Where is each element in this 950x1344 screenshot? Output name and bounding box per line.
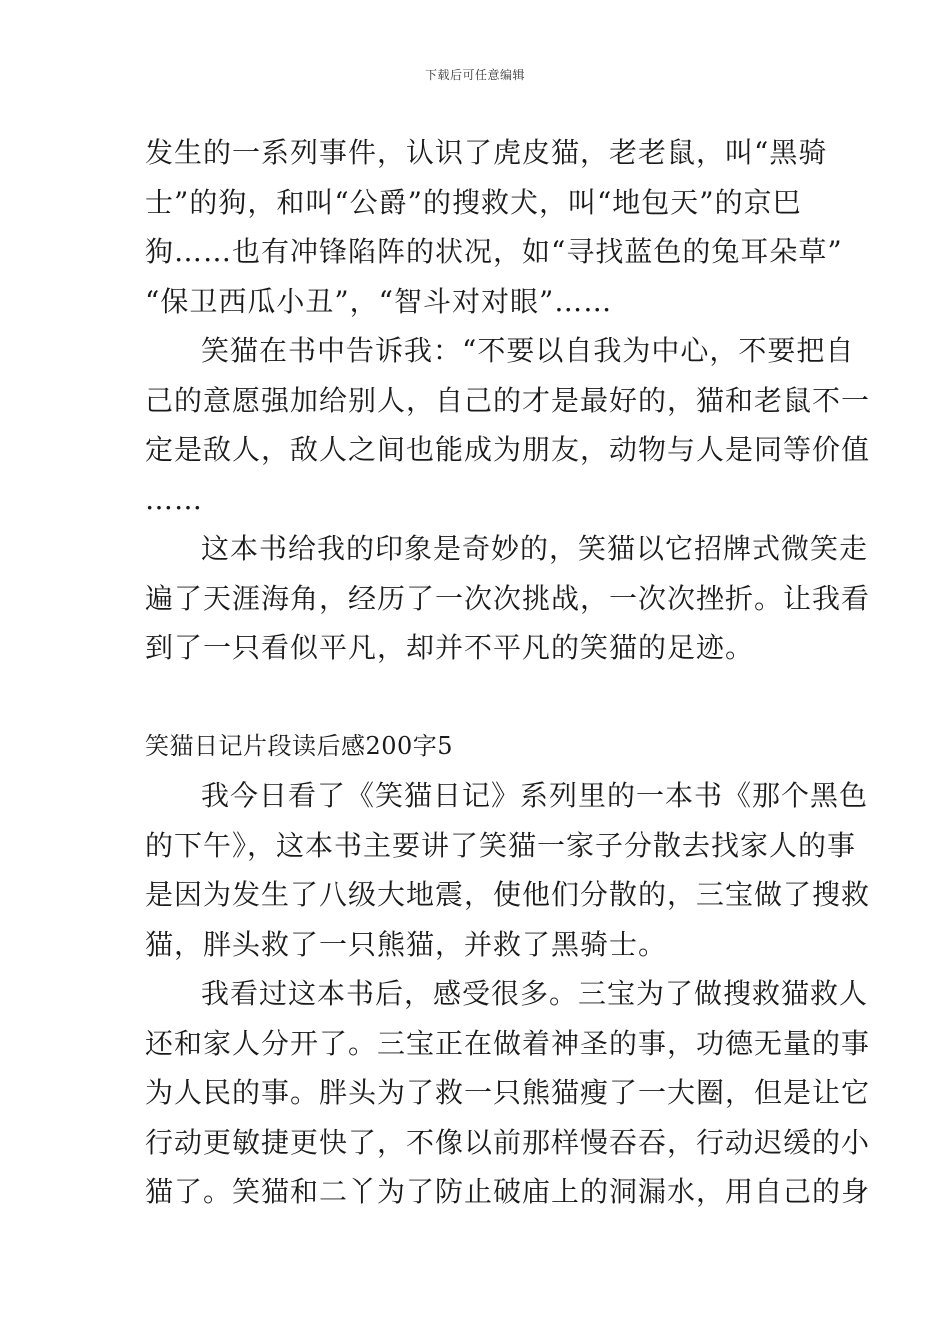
paragraph-line: 狗……也有冲锋陷阵的状况，如“寻找蓝色的兔耳朵草” — [145, 235, 843, 268]
paragraph-line: 是因为发生了八级大地震，使他们分散的，三宝做了搜救 — [145, 878, 871, 911]
paragraph-line: …… — [145, 482, 203, 516]
section-heading: 笑猫日记片段读后感200字5 — [145, 731, 454, 760]
paragraph-line: 为人民的事。胖头为了救一只熊猫瘦了一大圈，但是让它 — [145, 1076, 871, 1109]
paragraph-line: 遍了天涯海角，经历了一次次挑战，一次次挫折。让我看 — [145, 581, 871, 615]
paragraph-line: 还和家人分开了。三宝正在做着神圣的事，功德无量的事 — [145, 1026, 871, 1060]
paragraph-line: 我今日看了《笑猫日记》系列里的一本书《那个黑色 — [201, 779, 869, 812]
section-gap — [145, 673, 815, 722]
page-header: 下载后可任意编辑 — [424, 68, 525, 82]
paragraph-line: 行动更敏捷更快了，不像以前那样慢吞吞，行动迟缓的小 — [145, 1125, 871, 1159]
paragraph-line: 这本书给我的印象是奇妙的，笑猫以它招牌式微笑走 — [201, 532, 869, 565]
paragraph-line: 猫，胖头救了一只熊猫，并救了黑骑士。 — [145, 927, 668, 961]
paragraph-line: “保卫西瓜小丑”，“智斗对对眼”…… — [145, 284, 613, 318]
paragraph-line: 己的意愿强加给别人，自己的才是最好的，猫和老鼠不一 — [145, 383, 871, 417]
paragraph-line: 猫了。笑猫和二丫为了防止破庙上的洞漏水，用自己的身 — [145, 1175, 871, 1208]
paragraph-line: 定是敌人，敌人之间也能成为朋友，动物与人是同等价值 — [145, 433, 871, 466]
paragraph-line: 士”的狗，和叫“公爵”的搜救犬，叫“地包天”的京巴 — [145, 185, 802, 219]
document-body — [145, 128, 871, 1217]
paragraph-line: 笑猫在书中告诉我：“不要以自我为中心，不要把自 — [201, 334, 855, 367]
paragraph-line: 到了一只看似平凡，却并不平凡的笑猫的足迹。 — [145, 631, 755, 664]
paragraph-line: 的下午》，这本书主要讲了笑猫一家子分散去找家人的事 — [145, 828, 857, 862]
paragraph-line: 发生的一系列事件，认识了虎皮猫，老老鼠，叫“黑骑 — [145, 136, 828, 169]
paragraph-line: 我看过这本书后，感受很多。三宝为了做搜救猫救人 — [201, 977, 869, 1010]
